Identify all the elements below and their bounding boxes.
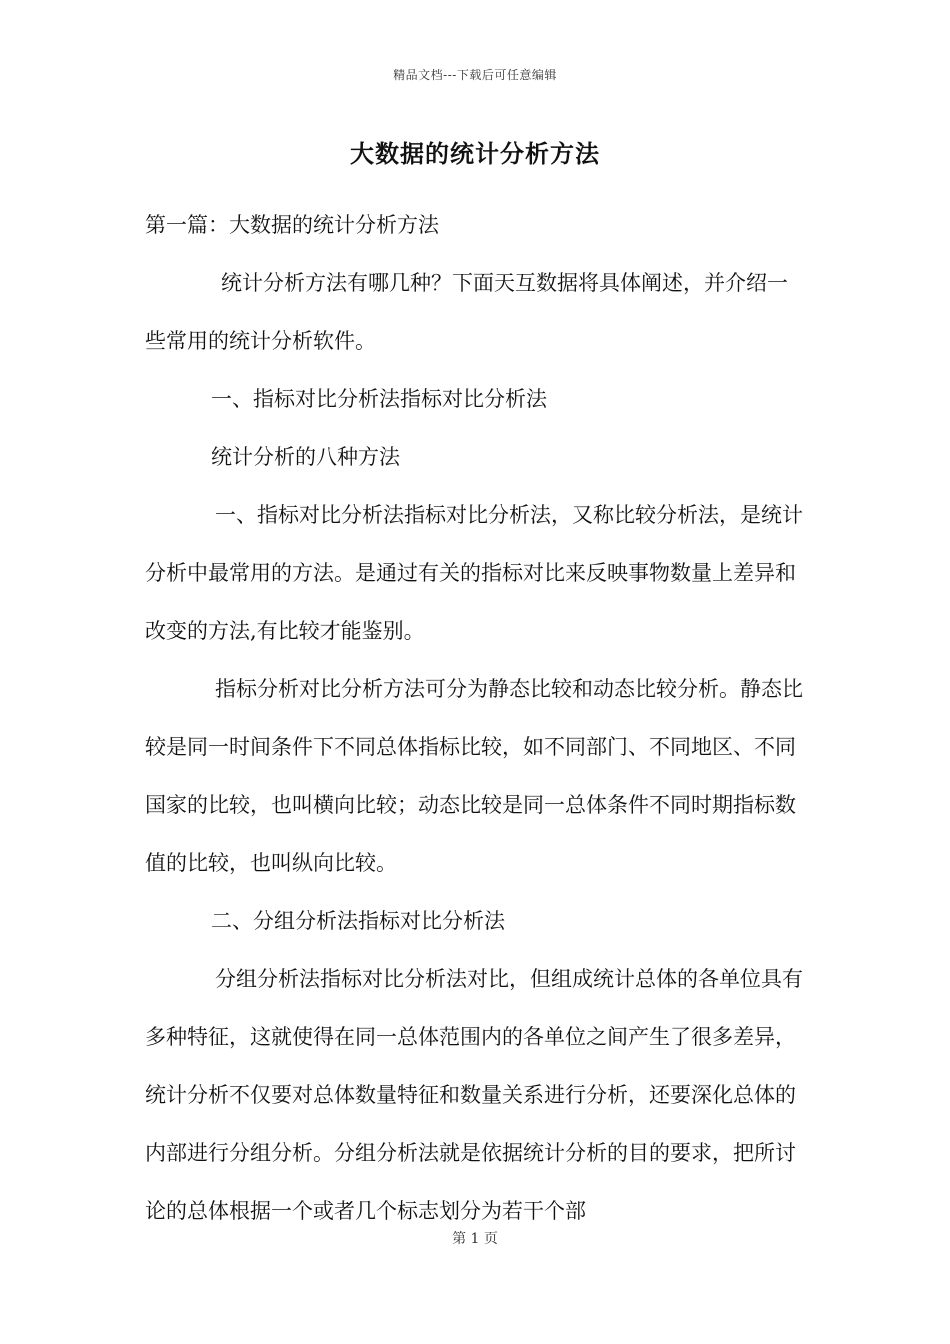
paragraph: 一、指标对比分析法指标对比分析法，又称比较分析法，是统计分析中最常用的方法。是通过有关的指标对比来反映事物数量上差异和改变的方法,有比较才能鉴别。 <box>145 503 803 643</box>
section-heading: 第一篇：大数据的统计分析方法 <box>145 213 439 237</box>
paragraph: 统计分析方法有哪几种？下面天互数据将具体阐述，并介绍一些常用的统计分析软件。 <box>145 271 788 353</box>
paragraph: 指标分析对比分析方法可分为静态比较和动态比较分析。静态比较是同一时间条件下不同总体指标比较，如不同部门、不同地区、不同国家的比较，也叫横向比较；动态比较是同一总体条件不同时期指标数值的比较，也叫纵向比较。 <box>145 677 803 875</box>
header-note: 精品文档---下载后可任意编辑 <box>393 68 557 82</box>
subheading: 二、分组分析法指标对比分析法 <box>211 909 505 933</box>
paragraph: 分组分析法指标对比分析法对比，但组成统计总体的各单位具有多种特征，这就使得在同一总体范围内的各单位之间产生了很多差异，统计分析不仅要对总体数量特征和数量关系进行分析，还要深化总体的内部进行分组分析。分组分析法就是依据统计分析的目的要求，把所讨论的总体根据一个或者几个标志划分为若干个部 <box>145 967 803 1223</box>
document-body <box>145 196 807 1240</box>
page-number: 第 1 页 <box>452 1231 498 1247</box>
document-title: 大数据的统计分析方法 <box>350 139 600 168</box>
subheading: 统计分析的八种方法 <box>211 445 400 469</box>
subheading: 一、指标对比分析法指标对比分析法 <box>211 387 547 411</box>
